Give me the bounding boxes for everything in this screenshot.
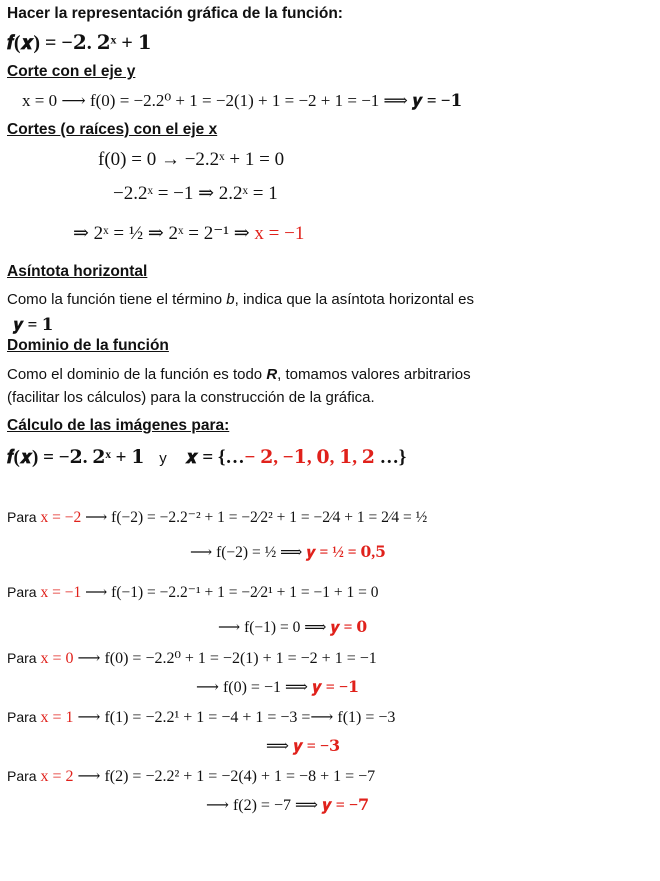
row-para: Para <box>7 709 41 725</box>
row-para: Para <box>7 509 41 525</box>
heading-cortes-x: Cortes (o raíces) con el eje x <box>7 121 218 138</box>
row-calc: ⟶ f(−1) = −2.2⁻¹ + 1 = −2⁄2¹ + 1 = −1 + 1 = 0 <box>81 584 379 601</box>
row-summary: ⟶ f(2) = −7 ⟹ <box>206 797 318 814</box>
dominio-text-1c: , tomamos valores arbitrarios <box>277 366 471 383</box>
row-x-value: x = 2 <box>40 768 74 785</box>
heading-corte-y: Corte con el eje y <box>7 63 136 80</box>
cortes-x-result: x = −1 <box>254 223 305 244</box>
cortes-x-line-1: f(0) = 0 → −2.2ˣ + 1 = 0 <box>98 149 285 170</box>
row-summary: ⟶ f(0) = −1 ⟹ <box>196 679 308 696</box>
calculo-func: 𝒇(𝒙) = −𝟐. 𝟐ˣ + 𝟏 <box>7 447 145 468</box>
row-x0-line-1 <box>7 651 377 667</box>
row-x0-line-2 <box>196 680 359 696</box>
calculo-set-a: 𝒙 = {… <box>185 447 245 468</box>
row-summary: ⟶ f(−1) = 0 ⟹ <box>218 619 327 636</box>
row-x2-line-2 <box>206 798 369 814</box>
heading-asintota: Asíntota horizontal <box>7 263 148 280</box>
calculo-y-word: y <box>159 450 167 467</box>
row-x1-line-2 <box>266 739 340 755</box>
row-summary: ⟹ <box>266 738 289 755</box>
calculo-set-c: …} <box>375 447 407 468</box>
row-calc: ⟶ f(2) = −2.2² + 1 = −2(4) + 1 = −8 + 1 = −7 <box>73 768 376 785</box>
row-summary: ⟶ f(−2) = ½ ⟹ <box>190 544 303 561</box>
row-xm1-line-1 <box>7 585 379 601</box>
row-para: Para <box>7 584 41 600</box>
row-x1-line-1 <box>7 710 395 726</box>
heading-dominio: Dominio de la función <box>7 337 169 354</box>
main-function: 𝒇(𝒙) = −𝟐. 𝟐ˣ + 𝟏 <box>7 32 152 54</box>
row-xm2-line-2 <box>190 545 386 561</box>
row-x2-line-1 <box>7 769 375 785</box>
dominio-text-1b: R <box>266 366 278 383</box>
calculo-set-b: − 𝟐, −𝟏, 𝟎, 𝟏, 𝟐 <box>244 447 376 468</box>
row-x-value: x = 0 <box>40 650 74 667</box>
page-title: Hacer la representación gráfica de la función: <box>7 5 343 22</box>
cortes-x-derivation: ⇒ 2ˣ = ½ ⇒ 2ˣ = 2⁻¹ ⇒ <box>73 223 250 244</box>
row-result: 𝒚 = −𝟑 <box>292 738 341 755</box>
corte-y-equation <box>22 92 462 109</box>
dominio-text-2: (facilitar los cálculos) para la construcción de la gráfica. <box>7 389 375 406</box>
cortes-x-line-3 <box>73 224 304 243</box>
row-xm2-line-1 <box>7 510 427 526</box>
dominio-text-1 <box>7 367 471 382</box>
asintota-text <box>7 292 474 307</box>
row-x-value: x = 1 <box>40 709 74 726</box>
calculo-function-line <box>7 448 406 467</box>
row-calc: ⟶ f(1) = −2.2¹ + 1 = −4 + 1 = −3 =⟶ f(1) = −3 <box>73 709 396 726</box>
asintota-text-b: b <box>226 291 235 308</box>
row-calc: ⟶ f(0) = −2.2⁰ + 1 = −2(1) + 1 = −2 + 1 = −1 <box>73 650 377 667</box>
corte-y-line: x = 0 ⟶ f(0) = −2.2⁰ + 1 = −2(1) + 1 = −2 + 1 = −1 ⟹ <box>22 91 408 110</box>
row-xm1-line-2 <box>218 620 367 636</box>
row-x-value: x = −2 <box>40 509 82 526</box>
asintota-text-a: Como la función tiene el término <box>7 291 227 308</box>
row-result: 𝒚 = −𝟕 <box>321 797 370 814</box>
corte-y-result: 𝒚 = −𝟏 <box>412 91 463 110</box>
row-result: 𝒚 = ½ = 𝟎,𝟓 <box>306 544 386 561</box>
asintota-text-c: , indica que la asíntota horizontal es <box>234 291 474 308</box>
row-x-value: x = −1 <box>40 584 82 601</box>
dominio-text-1a: Como el dominio de la función es todo <box>7 366 267 383</box>
asintota-result: 𝒚 = 𝟏 <box>13 315 54 334</box>
heading-calculo: Cálculo de las imágenes para: <box>7 417 230 434</box>
row-result: 𝒚 = −𝟏 <box>311 679 360 696</box>
row-calc: ⟶ f(−2) = −2.2⁻² + 1 = −2⁄2² + 1 = −2⁄4 + 1 = 2⁄4 = ½ <box>81 509 428 526</box>
row-para: Para <box>7 768 41 784</box>
row-para: Para <box>7 650 41 666</box>
cortes-x-line-2: −2.2ˣ = −1 ⇒ 2.2ˣ = 1 <box>113 183 278 204</box>
row-result: 𝒚 = 𝟎 <box>330 619 368 636</box>
